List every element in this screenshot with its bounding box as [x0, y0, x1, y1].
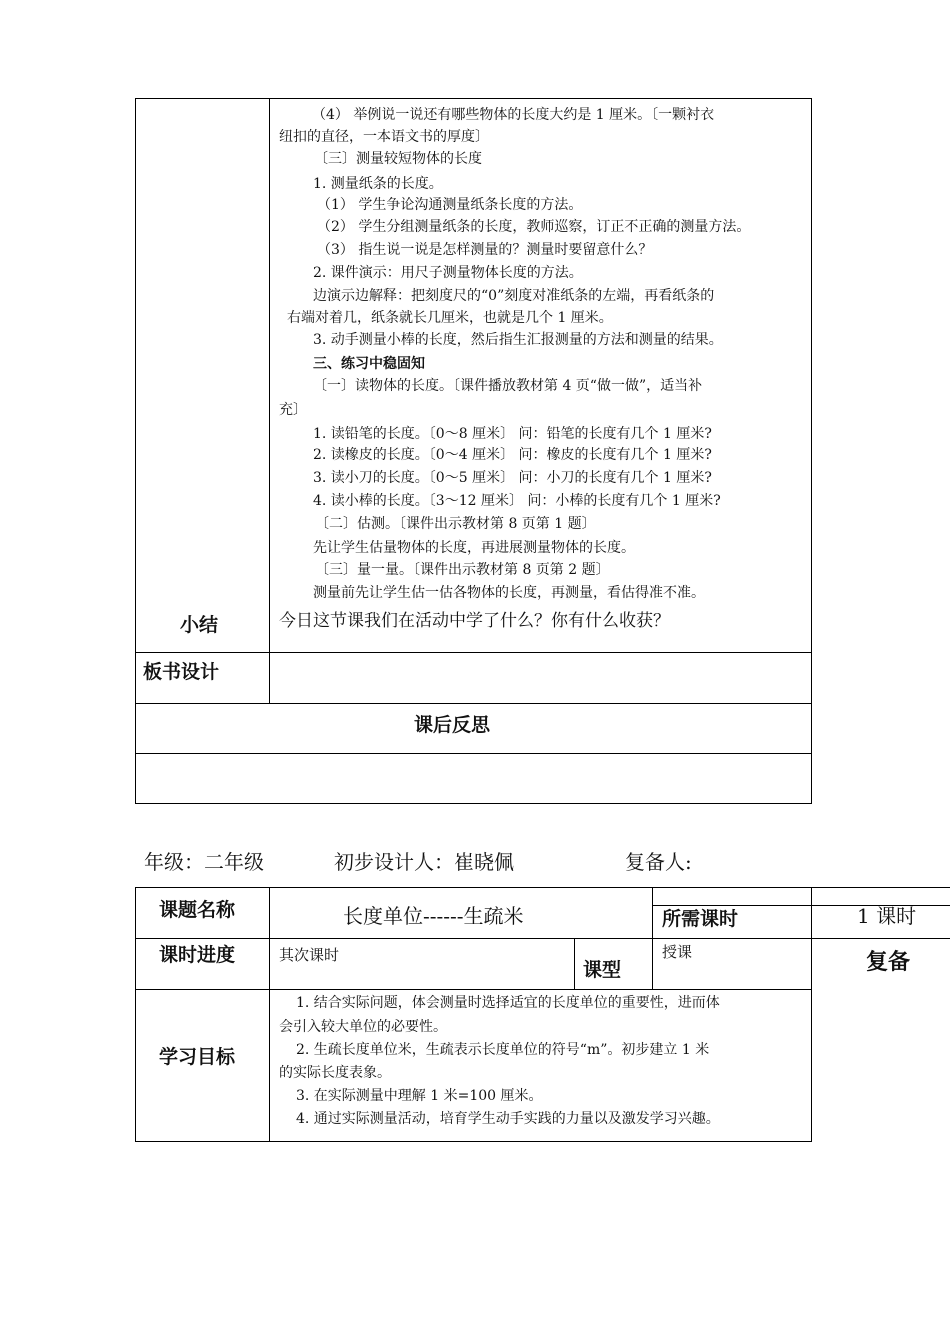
designer-text: 初步设计人：崔晓佩 — [334, 850, 514, 874]
lesson-table-left-border — [135, 887, 136, 1142]
content-line: 充〕 — [279, 402, 307, 418]
content-line: （3） 指生说一说是怎样测量的？测量时要留意什么？ — [317, 242, 653, 258]
progress-value: 其次课时 — [279, 946, 340, 964]
lesson-table-top-border — [135, 887, 950, 888]
title-label: 课题名称 — [159, 899, 236, 921]
summary-text: 今日这节课我们在活动中学了什么？你有什么收获？ — [279, 611, 670, 631]
content-line: 〔一〕读物体的长度。〔课件播放教材第 4 页“做一做”，适当补 — [313, 378, 703, 394]
content-line: 纽扣的直径，一本语文书的厚度〕 — [279, 129, 489, 145]
review-label: 复备 — [866, 950, 911, 975]
row-divider-board — [135, 703, 812, 704]
lesson-table-row-divider — [135, 989, 812, 990]
content-line: 测量前先让学生估一估各物体的长度，再测量，看估得准不准。 — [313, 585, 705, 601]
content-line: （2） 学生分组测量纸条的长度，教师巡察，订正不正确的测量方法。 — [317, 219, 751, 235]
content-line: （1） 学生争论沟通测量纸条长度的方法。 — [317, 197, 583, 213]
board-design-label: 板书设计 — [143, 661, 220, 683]
goal-line: 2. 生疏长度单位米，生疏表示长度单位的符号“m”。初步建立 1 米 — [296, 1042, 710, 1058]
table-col-divider — [269, 98, 270, 703]
lesson-table-row-divider — [135, 938, 950, 939]
goal-line: 1. 结合实际问题，体会测量时选择适宜的长度单位的重要性，进而体 — [296, 995, 720, 1011]
content-line: 3. 动手测量小棒的长度，然后指生汇报测量的方法和测量的结果。 — [313, 332, 723, 348]
content-line: 1. 读铅笔的长度。〔0～8 厘米〕 问：铅笔的长度有几个 1 厘米? — [313, 426, 712, 442]
lesson-table-bottom-border — [135, 1141, 812, 1142]
table-left-border — [135, 98, 136, 804]
hours-value: 1 课时 — [857, 904, 917, 928]
goals-label: 学习目标 — [159, 1046, 236, 1068]
row-divider-summary — [135, 652, 812, 653]
content-line: 2. 课件演示：用尺子测量物体长度的方法。 — [313, 265, 583, 281]
reflection-label: 课后反思 — [414, 714, 491, 736]
reviewer-text: 复备人: — [625, 850, 692, 874]
progress-label: 课时进度 — [159, 944, 236, 966]
content-line: （4） 举例说一说还有哪些物体的长度大约是 1 厘米。〔一颗衬衣 — [312, 107, 715, 123]
lesson-table-col-divider — [574, 938, 575, 990]
summary-label: 小结 — [180, 614, 219, 636]
grade-text: 年级：二年级 — [144, 850, 264, 874]
goal-line: 4. 通过实际测量活动，培育学生动手实践的力量以及激发学习兴趣。 — [296, 1111, 720, 1127]
table-right-border — [811, 98, 812, 804]
table-top-border — [135, 98, 812, 99]
content-line: 〔二〕估测。〔课件出示教材第 8 页第 1 题〕 — [315, 516, 596, 532]
goal-line: 会引入较大单位的必要性。 — [279, 1019, 447, 1035]
row-divider-bottom — [135, 803, 812, 804]
hours-label: 所需课时 — [662, 908, 739, 930]
title-value: 长度单位------生疏米 — [343, 904, 524, 928]
row-divider-reflection — [135, 753, 812, 754]
goal-line: 3. 在实际测量中理解 1 米=100 厘米。 — [296, 1088, 543, 1104]
lesson-table-right-divider — [811, 887, 812, 1142]
content-line: 〔三〕测量较短物体的长度 — [314, 151, 482, 167]
content-line: 2. 读橡皮的长度。〔0～4 厘米〕 问：橡皮的长度有几个 1 厘米? — [313, 447, 712, 463]
content-line: 先让学生估量物体的长度，再进展测量物体的长度。 — [313, 540, 635, 556]
content-line: 4. 读小棒的长度。〔3～12 厘米〕 问：小棒的长度有几个 1 厘米? — [313, 493, 721, 509]
content-line: 右端对着几，纸条就长几厘米，也就是几个 1 厘米。 — [287, 310, 613, 326]
content-line: 1. 测量纸条的长度。 — [313, 176, 443, 192]
lesson-table-col-divider — [269, 887, 270, 1142]
section-heading: 三、练习中稳固知 — [313, 356, 425, 372]
goal-line: 的实际长度表象。 — [279, 1065, 391, 1081]
type-label: 课型 — [583, 959, 622, 981]
content-line: 3. 读小刀的长度。〔0～5 厘米〕 问：小刀的长度有几个 1 厘米? — [313, 470, 712, 486]
type-value: 授课 — [662, 943, 693, 961]
content-line: 〔三〕量一量。〔课件出示教材第 8 页第 2 题〕 — [315, 562, 610, 578]
lesson-table-col-divider — [652, 887, 653, 990]
content-line: 边演示边解释：把刻度尺的“0”刻度对准纸条的左端，再看纸条的 — [313, 288, 715, 304]
